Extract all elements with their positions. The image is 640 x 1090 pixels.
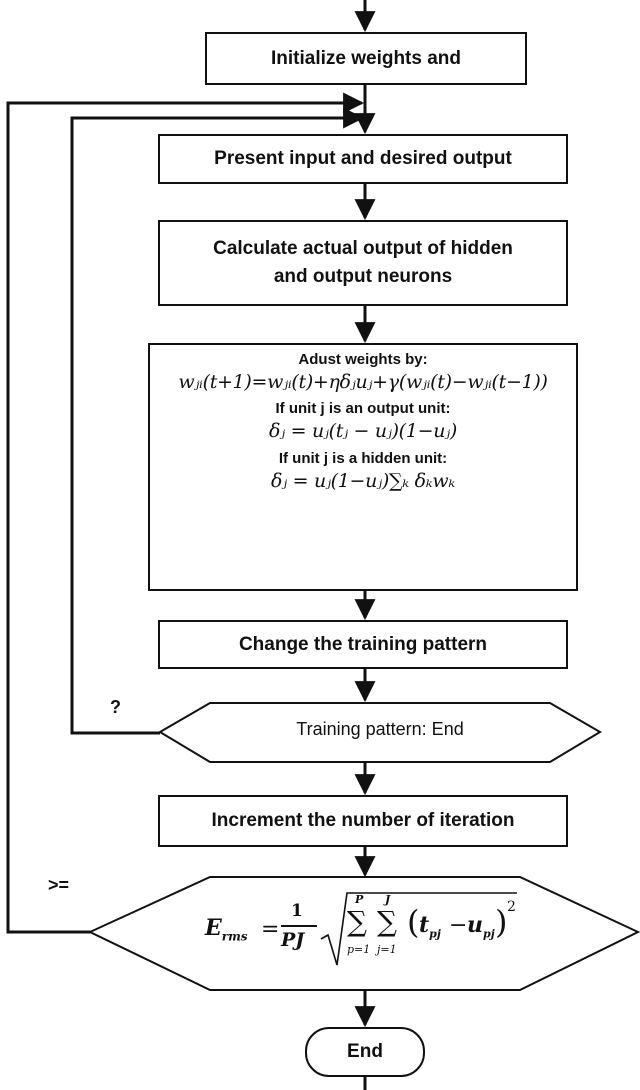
- rms-frac-num: 1: [291, 901, 303, 921]
- calculate-label-line1: Calculate actual output of hidden: [213, 238, 513, 260]
- present-step: [158, 134, 568, 184]
- rms-sum-j: ∑: [377, 905, 397, 938]
- rms-minus: −: [449, 913, 468, 938]
- rms-exponent: 2: [507, 899, 516, 915]
- rms-branch-label: >=: [48, 875, 70, 895]
- rms-u: $u_{pj}$: [467, 912, 495, 941]
- calculate-step: [158, 220, 568, 306]
- adjust-title: Adust weights by:: [298, 351, 428, 368]
- change-pattern-step: [158, 620, 568, 669]
- rms-sum-p-bottom: p=1: [347, 943, 371, 956]
- adjust-weights-step: [148, 343, 578, 591]
- hidden-delta-equation: δⱼ = uⱼ(1−uⱼ)∑ₖ δₖwₖ: [271, 469, 455, 492]
- rms-frac-bar: [281, 925, 317, 927]
- end-label: End: [347, 1041, 383, 1062]
- increment-step: [158, 795, 568, 847]
- rms-equals: =: [261, 917, 280, 942]
- rms-formula: [205, 885, 525, 985]
- change-pattern-label: Change the training pattern: [238, 633, 488, 655]
- rms-frac-den: PJ: [281, 929, 305, 951]
- present-label: Present input and desired output: [214, 148, 512, 170]
- end-terminal: [305, 1027, 425, 1077]
- increment-label: Increment the number of iteration: [211, 810, 515, 832]
- output-unit-condition: If unit j is an output unit:: [275, 400, 451, 418]
- rms-paren-close: ): [495, 903, 508, 941]
- rms-paren-open: (: [407, 903, 420, 941]
- initialize-step: [205, 32, 527, 85]
- training-end-decision: [210, 719, 550, 740]
- rms-lhs: $E_{rms}$: [205, 915, 248, 944]
- initialize-label: Initialize weights and: [270, 47, 462, 69]
- rms-sum-p-top: P: [355, 893, 364, 906]
- weight-update-equation: wⱼᵢ(t+1)=wⱼᵢ(t)+ηδⱼuⱼ+γ(wⱼᵢ(t)−wⱼᵢ(t−1)): [178, 370, 548, 393]
- training-end-branch-label: ?: [110, 697, 121, 717]
- calculate-label-line2: and output neurons: [273, 266, 453, 287]
- rms-sum-p: ∑: [347, 905, 367, 938]
- rms-sum-j-top: J: [385, 893, 391, 906]
- output-delta-equation: δⱼ = uⱼ(tⱼ − uⱼ)(1−uⱼ): [269, 420, 457, 443]
- rms-sum-j-bottom: j=1: [377, 943, 397, 956]
- rms-t: $t_{pj}$: [419, 912, 441, 941]
- hidden-unit-condition: If unit j is a hidden unit:: [278, 449, 448, 467]
- training-end-label: Training pattern: End: [296, 719, 464, 739]
